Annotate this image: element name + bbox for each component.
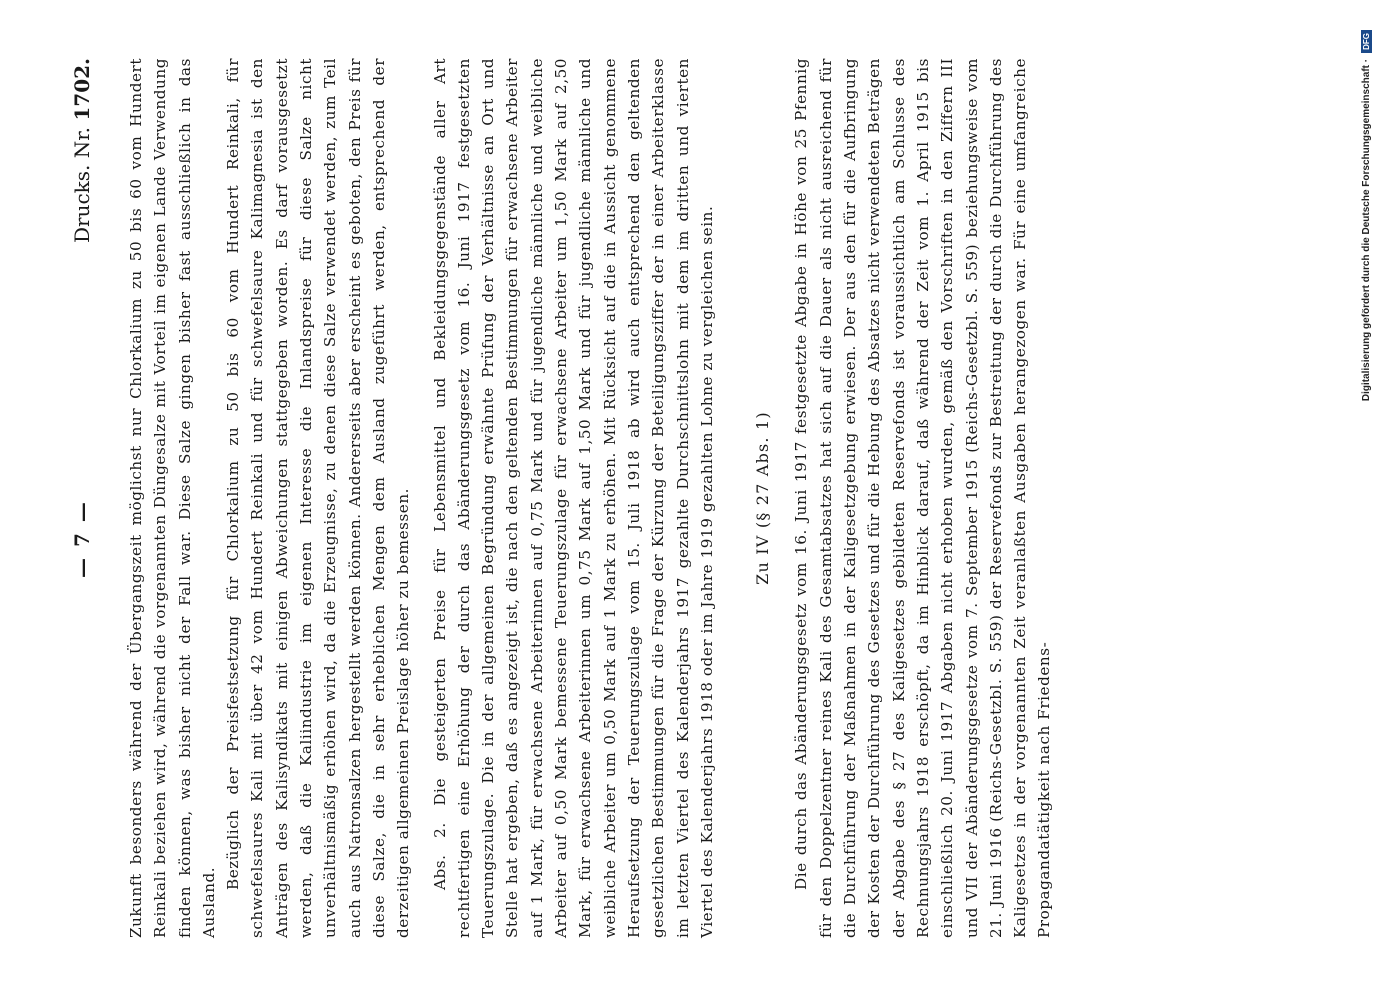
- digitization-credit: [1330, 0, 1370, 1000]
- page-header: [60, 58, 100, 938]
- paragraph-1: Zukunft besonders während der Übergangszeit möglichst nur Chlorkalium zu 50 bis 60 vom Hundert Reinkali beziehen wird, während die vorgenannten Düngesalze mit Vorteil im eigenen Lande Verwendung finden können, was bisher nicht der Fall war. Diese Salze gingen bisher fast ausschließlich in das Ausland.: [127, 58, 218, 938]
- rotated-page: [60, 58, 1240, 938]
- paragraph-4: Die durch das Abänderungsgesetz vom 16. Juni 1917 festgesetzte Abgabe in Höhe von 25 Pfennig für den Doppelzentner reines Kali des Gesamtabsatzes hat sich auf die Dauer als nicht ausreichend für die Durchführung der Maßnahmen in der Kaligesetzgebung erwiesen. Der aus den für die Aufbringung der Kosten der Durchführung des Gesetzes und für die Hebung des Absatzes nicht verwendeten Beträgen der Abgabe des § 27 des Kaligesetzes gebildeten Reservefonds ist voraussichtlich am Schlusse des Rechnungsjahrs 1918 erschöpft, da im Hinblick darauf, daß während der Zeit vom 1. April 1915 bis einschließlich 20. Juni 1917 Abgaben nicht erhoben wurden, gemäß den Vorschriften in den Ziffern III und VII der Abänderungsgesetze vom 7. September 1915 (Reichs-Gesetzbl. S. 559) beziehungsweise vom 21. Juni 1916 (Reichs-Gesetzbl. S. 559) der Reservefonds zur Bestreitung der durch die Durchführung des Kaligesetzes in der vorgenannten Zeit veranlaßten Ausgaben herangezogen war. Für eine umfangreiche Propagandatätigkeit nach Friedens-: [792, 58, 1054, 938]
- dfg-logo: DFG: [1361, 30, 1372, 53]
- drucksache-label: [70, 58, 94, 243]
- paragraph-3: Abs. 2. Die gesteigerten Preise für Lebensmittel und Bekleidungsgegenstände aller Art rechtfertigen eine Erhöhung der durch das Abänderungsgesetz vom 16. Juni 1917 festgesetzten Teuerungszulage. Die in der allgemeinen Begründung erwähnte Prüfung der Verhältnisse an Ort und Stelle hat ergeben, daß es angezeigt ist, die nach den geltenden Bestimmungen für erwachsene Arbeiter auf 1 Mark, für erwachsene Arbeiterinnen auf 0,75 Mark und für jugendliche männliche und weibliche Arbeiter auf 0,50 Mark bemessene Teuerungszulage für erwachsene Arbeiter um 1,50 Mark auf 2,50 Mark, für erwachsene Arbeiterinnen um 0,75 Mark auf 1,50 Mark und für jugendliche männliche und weibliche Arbeiter um 0,50 Mark auf 1 Mark zu erhöhen. Mit Rücksicht auf die in Aussicht genommene Heraufsetzung der Teuerungszulage vom 15. Juli 1918 ab wird auch entsprechend den geltenden gesetzlichen Bestimmungen für die Frage der Kürzung der Beteiligungsziffer der in einer Arbeiterklasse im letzten Viertel des Kalenderjahrs 1917 gezahlte Durchschnittslohn mit dem im dritten und vierten Viertel des Kalenderjahrs 1918 oder im Jahre 1919 gezahlten Lohne zu vergleichen sein.: [430, 58, 716, 938]
- paragraph-2: Bezüglich der Preisfestsetzung für Chlorkalium zu 50 bis 60 vom Hundert Reinkali, für schwefelsaures Kali mit über 42 vom Hundert Reinkali und für schwefelsaure Kalimagnesia ist den Anträgen des Kalisyndikats mit einigen Abweichungen stattgegeben worden. Es darf vorausgesetzt werden, daß die Kaliindustrie im eigenen Interesse die Inlandspreise für diese Salze nicht unverhältnismäßig erhöhen wird, da die Erzeugnisse, zu denen diese Salze verwendet werden, zum Teil auch aus Natronsalzen hergestellt werden können. Andererseits aber erscheint es geboten, den Preis für diese Salze, die in sehr erheblichen Mengen dem Ausland zugeführt werden, entsprechend der derzeitigen allgemeinen Preislage höher zu bemessen.: [224, 58, 413, 938]
- document-body: [124, 58, 1057, 938]
- credit-line: [1358, 30, 1374, 990]
- drucksache-number: 1702.: [70, 58, 94, 121]
- section-heading: Zu IV (§ 27 Abs. 1): [753, 411, 773, 585]
- page-content: [60, 58, 1240, 938]
- credit-text: Digitalisierung gefördert durch die Deutsche Forschungsgemeinschaft ·: [1360, 58, 1372, 402]
- page-number: — 7 —: [70, 500, 94, 578]
- drucksache-prefix: Drucks. Nr.: [70, 127, 94, 243]
